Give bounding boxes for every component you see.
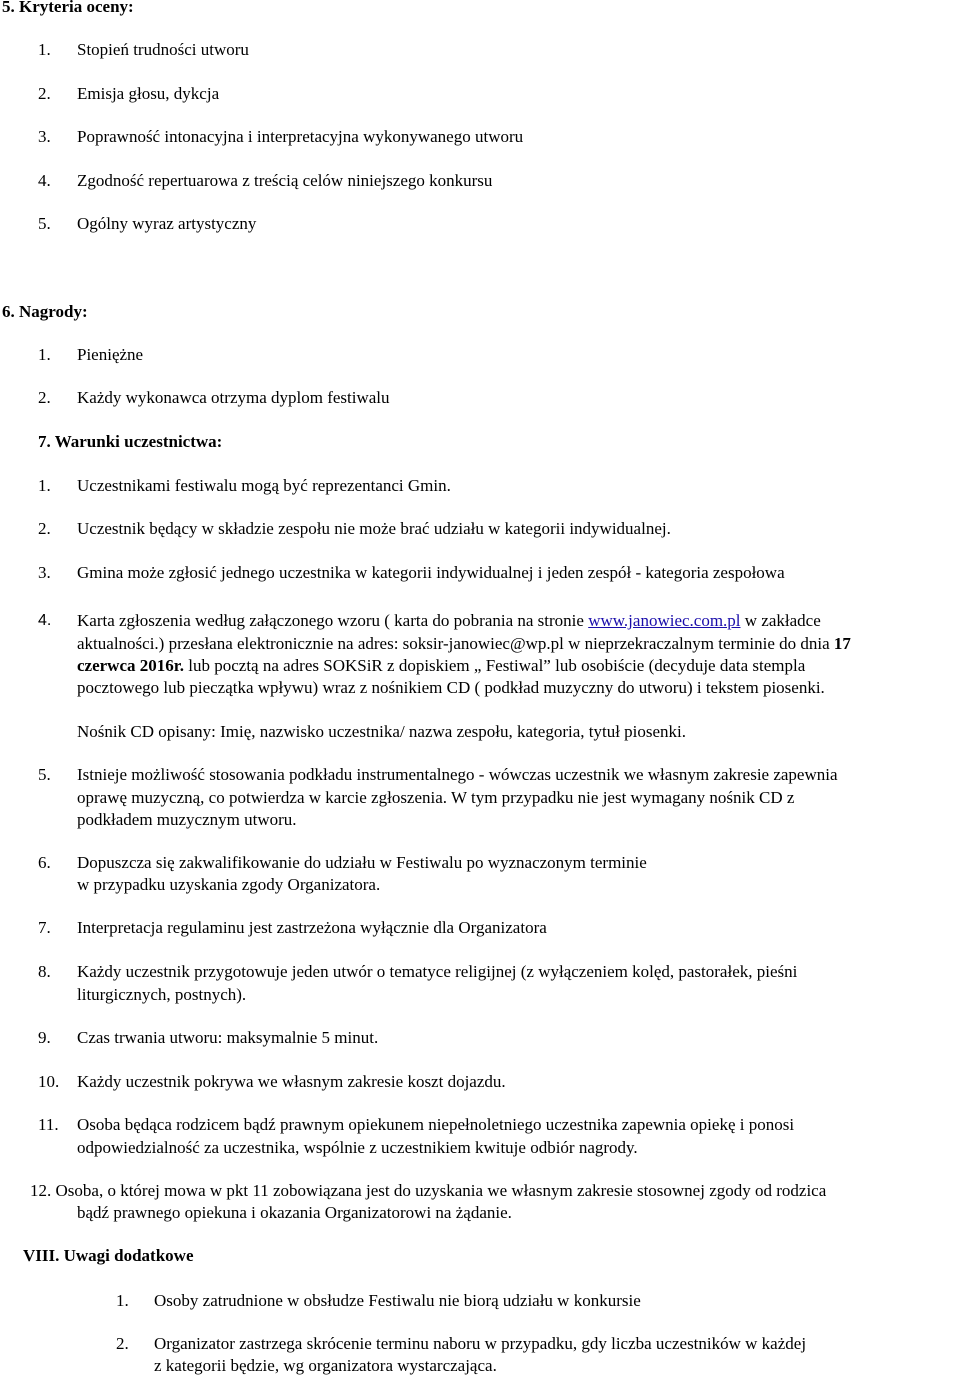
item-text: lub pocztą na adres SOKSiR z dopiskiem „ Festiwal” lub osobiście (decyduje data stempla — [184, 656, 806, 675]
website-link[interactable]: www.janowiec.com.pl — [588, 611, 741, 630]
section-heading: VIII. Uwagi dodatkowe — [23, 1246, 194, 1265]
list-item-continuation: oprawę muzyczną, co potwierdza w karcie zgłoszenia. W tym przypadku nie jest wymagany nośnik CD z — [77, 788, 795, 807]
list-item-continuation: z kategorii będzie, wg organizatora wystarczająca. — [154, 1356, 497, 1375]
list-item: Czas trwania utworu: maksymalnie 5 minut. — [77, 1028, 379, 1047]
list-item: Poprawność intonacyjna i interpretacyjna wykonywanego utworu — [77, 127, 524, 146]
list-number: 2. — [38, 84, 51, 103]
list-item-continuation: Nośnik CD opisany: Imię, nazwisko uczestnika/ nazwa zespołu, kategoria, tytuł piosenki. — [77, 722, 687, 741]
list-item: Osoba będąca rodzicem bądź prawnym opiekunem niepełnoletniego uczestnika zapewnia opiekę i ponosi — [77, 1115, 795, 1134]
item-text: w zakładce — [740, 611, 821, 630]
list-number: 7. — [38, 918, 51, 937]
list-number: 3. — [38, 563, 51, 582]
list-item: Stopień trudności utworu — [77, 40, 249, 59]
list-item-continuation: w przypadku uzyskania zgody Organizatora. — [77, 875, 381, 894]
list-item: Emisja głosu, dykcja — [77, 84, 220, 103]
section-heading: 7. Warunki uczestnictwa: — [38, 432, 223, 451]
list-number: 1. — [38, 345, 51, 364]
item-text: aktualności.) przesłana elektronicznie na adres: soksir-janowiec@wp.pl w nieprzekraczalnym terminie do dnia — [77, 634, 834, 653]
list-number: 1. — [116, 1291, 129, 1310]
list-item: Każdy uczestnik przygotowuje jeden utwór o tematyce religijnej (z wyłączeniem kolęd, pastorałek, pieśni — [77, 962, 798, 981]
list-item — [77, 610, 821, 632]
list-item-continuation — [77, 655, 805, 677]
list-item-continuation: bądź prawnego opiekuna i okazania Organizatorowi na żądanie. — [77, 1203, 512, 1222]
list-item-continuation: pocztowego lub pieczątka wpływu) wraz z nośnikiem CD ( podkład muzyczny do utworu) i tekstem piosenki. — [77, 678, 825, 697]
list-item: Istnieje możliwość stosowania podkładu instrumentalnego - wówczas uczestnik we własnym zakresie zapewnia — [77, 765, 838, 784]
list-item: Pieniężne — [77, 345, 144, 364]
list-item: Zgodność repertuarowa z treścią celów niniejszego konkursu — [77, 171, 493, 190]
list-item-continuation: liturgicznych, postnych). — [77, 985, 247, 1004]
list-item: 12. Osoba, o której mowa w pkt 11 zobowiązana jest do uzyskania we własnym zakresie stosownej zgody od rodzica — [30, 1181, 827, 1200]
list-item: Ogólny wyraz artystyczny — [77, 214, 257, 233]
list-number: 6. — [38, 853, 51, 872]
list-number: 2. — [38, 388, 51, 407]
list-item-continuation: podkładem muzycznym utworu. — [77, 810, 297, 829]
list-number: 2. — [38, 519, 51, 538]
list-number: 11. — [38, 1115, 59, 1134]
list-item: Organizator zastrzega skrócenie terminu naboru w przypadku, gdy liczba uczestników w każdej — [154, 1334, 807, 1353]
list-item: Każdy wykonawca otrzyma dyplom festiwalu — [77, 388, 390, 407]
list-item-continuation: odpowiedzialność za uczestnika, wspólnie z uczestnikiem kwituje odbiór nagrody. — [77, 1138, 638, 1157]
section-heading: 5. Kryteria oceny: — [2, 0, 134, 16]
item-text: Karta zgłoszenia według załączonego wzoru ( karta do pobrania na stronie — [77, 611, 589, 630]
list-item: Gmina może zgłosić jednego uczestnika w kategorii indywidualnej i jeden zespół - kategoria zespołowa — [77, 563, 785, 582]
deadline-day: 17 — [833, 634, 851, 653]
list-item: Uczestnikami festiwalu mogą być reprezentanci Gmin. — [77, 476, 451, 495]
list-item: Każdy uczestnik pokrywa we własnym zakresie koszt dojazdu. — [77, 1072, 506, 1091]
list-number: 5. — [38, 214, 51, 233]
list-item: Interpretacja regulaminu jest zastrzeżona wyłącznie dla Organizatora — [77, 918, 547, 937]
list-item: Osoby zatrudnione w obsłudze Festiwalu nie biorą udziału w konkursie — [154, 1291, 641, 1310]
list-number: 1. — [38, 40, 51, 59]
list-number: 9. — [38, 1028, 51, 1047]
list-item-continuation — [77, 633, 851, 655]
list-number: 5. — [38, 765, 51, 784]
section-heading: 6. Nagrody: — [2, 302, 88, 321]
list-number: 3. — [38, 127, 51, 146]
deadline-date: czerwca 2016r. — [77, 656, 184, 675]
list-number: 8. — [38, 962, 51, 981]
list-number: 10. — [38, 1072, 60, 1091]
list-number: 2. — [116, 1334, 129, 1353]
list-number: 4. — [38, 171, 51, 190]
list-item: Dopuszcza się zakwalifikowanie do udziału w Festiwalu po wyznaczonym terminie — [77, 853, 647, 872]
list-item: Uczestnik będący w składzie zespołu nie może brać udziału w kategorii indywidualnej. — [77, 519, 671, 538]
list-number: 1. — [38, 476, 51, 495]
list-number: 4. — [38, 612, 52, 629]
